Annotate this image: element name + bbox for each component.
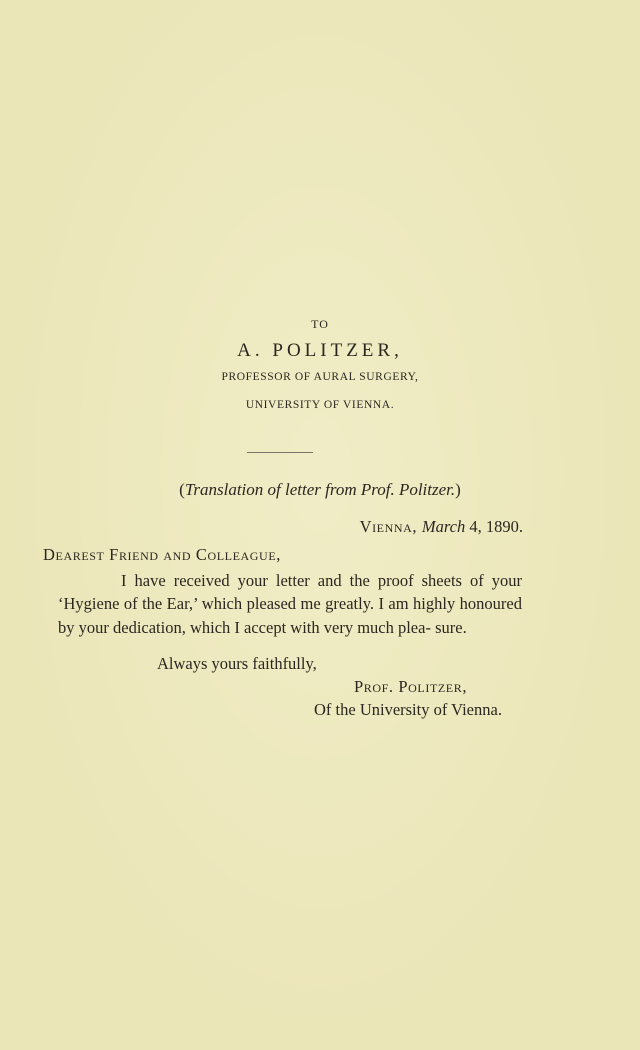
letter-salutation: Dearest Friend and Colleague,: [43, 545, 281, 564]
letter-affiliation: Of the University of Vienna.: [314, 700, 502, 719]
dedicatee-title: PROFESSOR OF AURAL SURGERY,: [221, 371, 419, 383]
letter-day-year: 4, 1890.: [465, 517, 523, 536]
letter-date: [360, 519, 523, 536]
heading-close-paren: ): [455, 480, 461, 499]
letter-heading: [0, 480, 640, 500]
dedicatee-institution: UNIVERSITY OF VIENNA.: [245, 399, 395, 411]
dedication-to: TO: [311, 317, 329, 331]
letter-body: I have received your letter and the proof sheets of your ‘Hygiene of the Ear,’ which pleased me greatly. I am highly honoured by your dedication, which I accept with very much plea- sure.: [58, 571, 522, 637]
heading-open-paren: (: [179, 480, 185, 499]
section-divider: [247, 452, 313, 453]
letter-signature: Prof. Politzer,: [354, 677, 468, 696]
letter-place: Vienna,: [359, 517, 422, 536]
heading-text: Translation of letter from Prof. Politzer.: [184, 480, 456, 499]
letter-closing: Always yours faithfully,: [157, 654, 317, 673]
letter-month: March: [421, 517, 466, 536]
dedicatee-name: A. POLITZER,: [237, 340, 403, 361]
